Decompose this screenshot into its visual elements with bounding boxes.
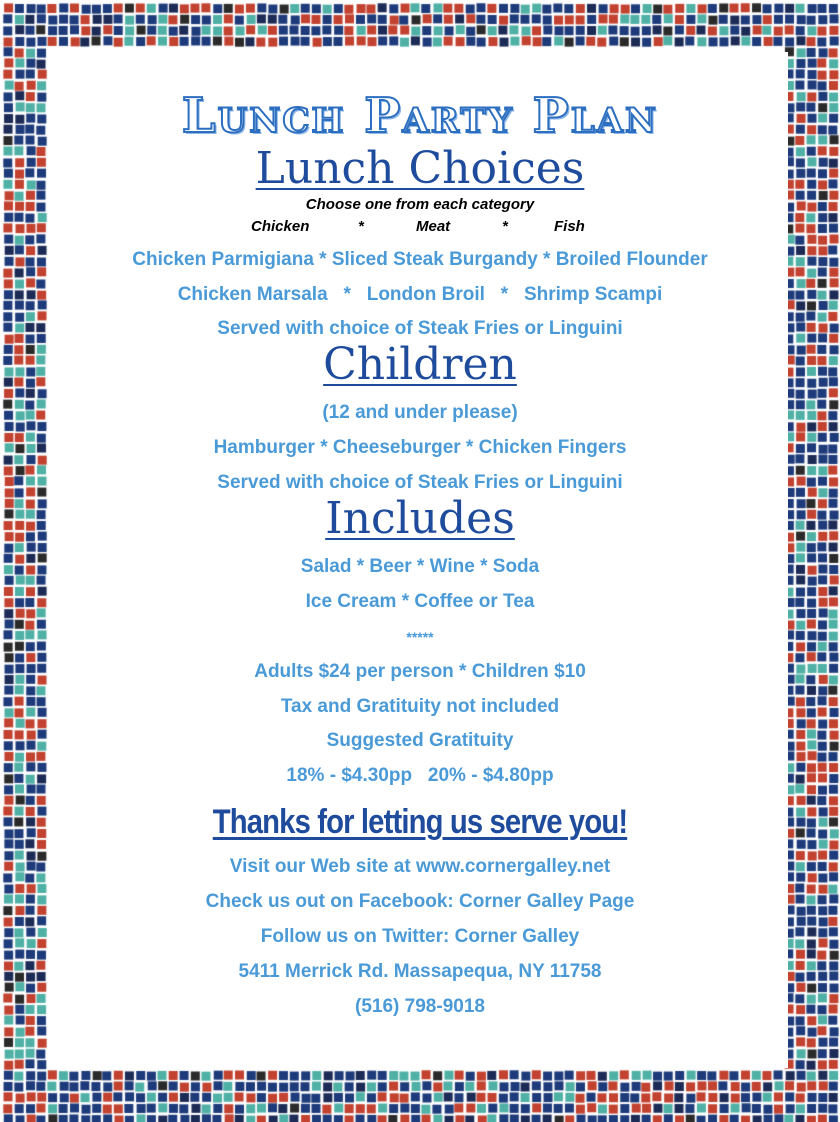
lunch-choices-heading-text: Lunch Choices bbox=[255, 143, 585, 194]
includes-heading bbox=[52, 494, 788, 544]
contact-twitter: Follow us on Twitter: Corner Galley bbox=[260, 926, 580, 947]
tax-note: Tax and Gratituity not included bbox=[280, 696, 560, 717]
menu-line: Chicken Marsala * London Broil * Shrimp Scampi bbox=[177, 284, 663, 305]
menu-line: Chicken Parmigiana * Sliced Steak Burgandy * Broiled Flounder bbox=[132, 249, 708, 270]
category-meat: Meat bbox=[416, 218, 451, 235]
category-chicken: Chicken bbox=[251, 218, 310, 235]
choose-instruction: Choose one from each category bbox=[305, 196, 535, 213]
flyer-content bbox=[52, 52, 788, 1068]
menu-line: Served with choice of Steak Fries or Linguini bbox=[217, 318, 623, 339]
lunch-choices-heading bbox=[52, 144, 788, 194]
thanks-text: Thanks for letting us serve you! bbox=[212, 803, 628, 841]
menu-line: (12 and under please) bbox=[322, 402, 518, 423]
stars-divider: ***** bbox=[406, 629, 434, 645]
includes-heading-text: Includes bbox=[325, 493, 515, 544]
thanks-banner bbox=[104, 802, 737, 842]
category-separator: * bbox=[358, 218, 364, 235]
contact-phone: (516) 798-9018 bbox=[355, 996, 485, 1017]
children-heading bbox=[52, 340, 788, 390]
gratuity-label: Suggested Gratituity bbox=[326, 730, 514, 751]
includes-line: Ice Cream * Coffee or Tea bbox=[305, 591, 535, 612]
price-line: Adults $24 per person * Children $10 bbox=[254, 661, 586, 682]
children-heading-text: Children bbox=[323, 339, 517, 390]
category-separator: * bbox=[502, 218, 508, 235]
menu-line: Served with choice of Steak Fries or Linguini bbox=[217, 472, 623, 493]
gratuity-values: 18% - $4.30pp 20% - $4.80pp bbox=[286, 765, 554, 786]
page-title: Lunch Party Plan bbox=[181, 88, 659, 144]
contact-website: Visit our Web site at www.cornergalley.net bbox=[229, 856, 611, 877]
category-fish: Fish bbox=[554, 218, 585, 235]
menu-line: Hamburger * Cheeseburger * Chicken Fingers bbox=[213, 437, 627, 458]
includes-line: Salad * Beer * Wine * Soda bbox=[300, 556, 540, 577]
contact-address: 5411 Merrick Rd. Massapequa, NY 11758 bbox=[238, 961, 602, 982]
contact-facebook: Check us out on Facebook: Corner Galley Page bbox=[205, 891, 635, 912]
